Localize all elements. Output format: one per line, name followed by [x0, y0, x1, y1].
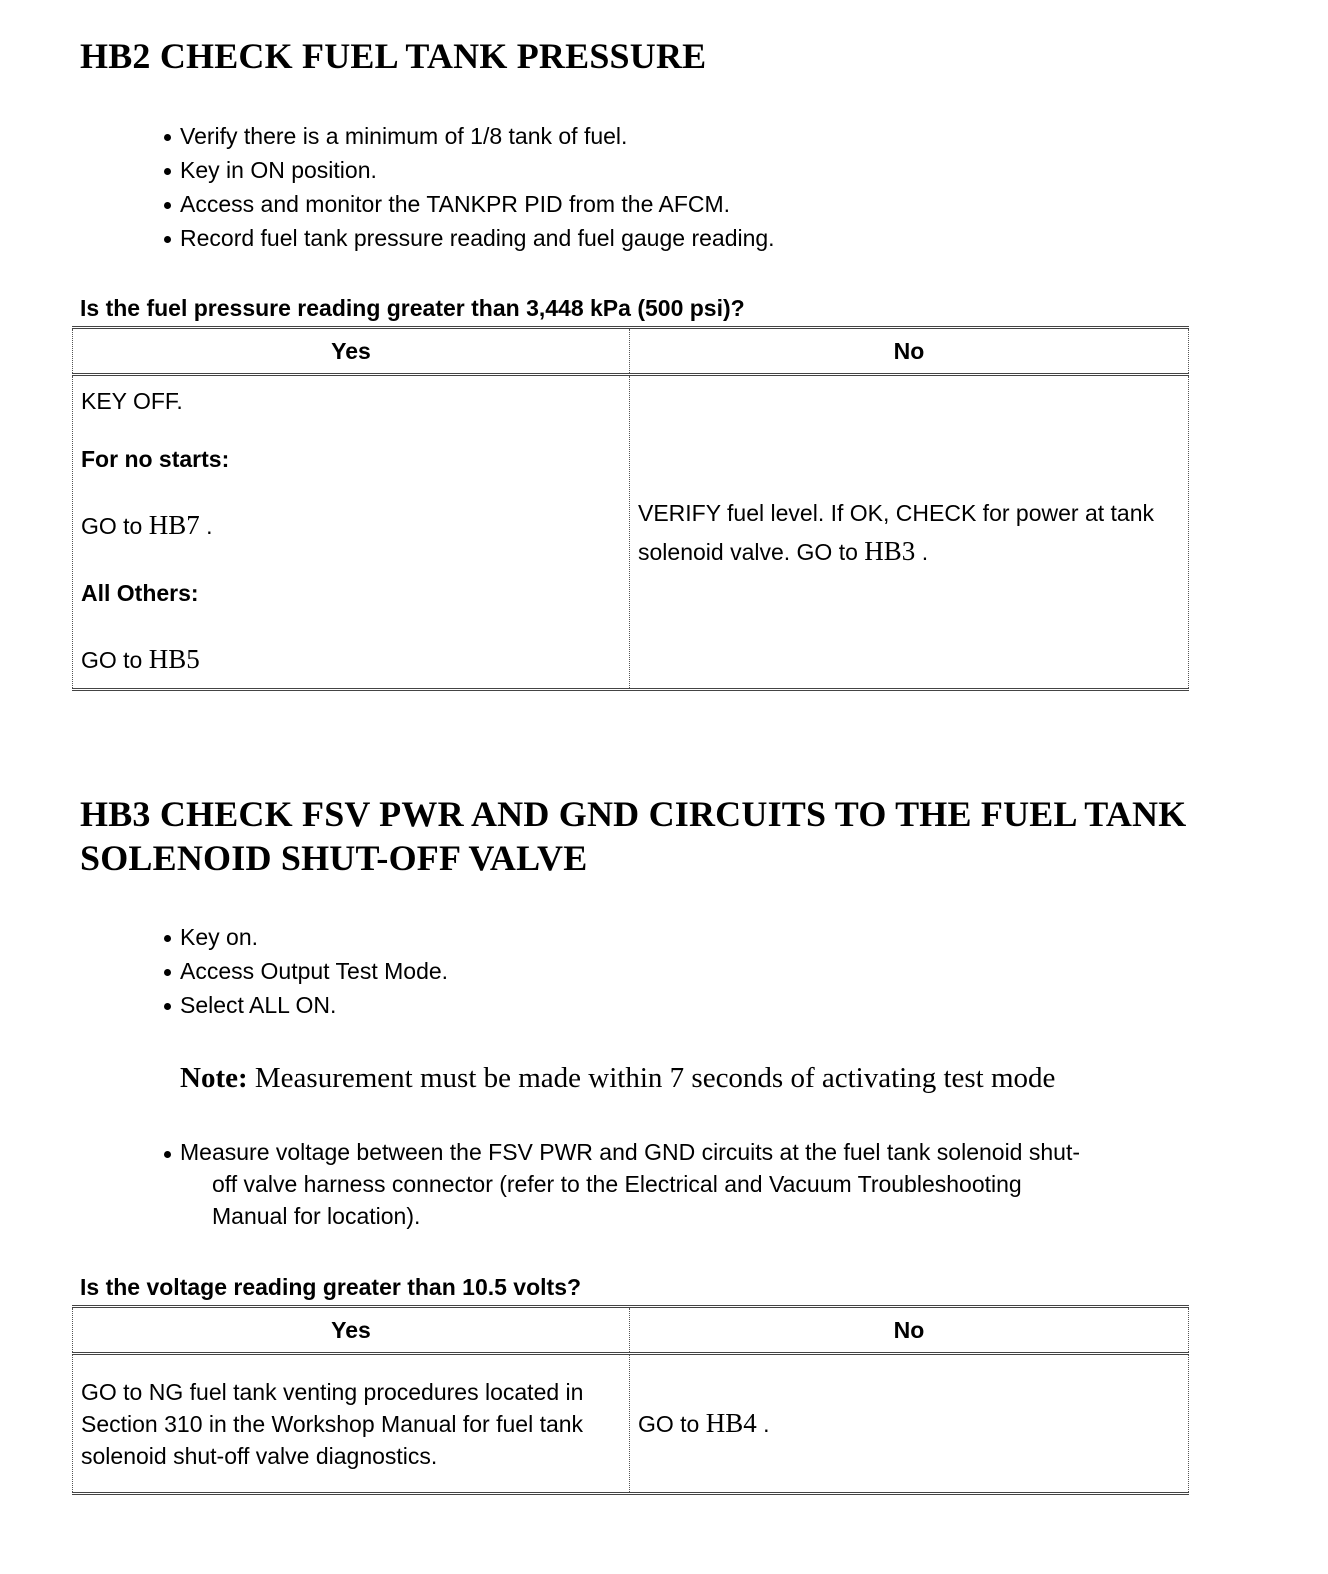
hb3-decision — [80, 1273, 1280, 1513]
hb2-goto-suffix-1: . — [199, 513, 213, 539]
hb3-no-header: No — [630, 1307, 1189, 1354]
hb2-goto-prefix-2: GO to — [81, 647, 149, 673]
hb3-note — [180, 1060, 1055, 1096]
hb3-yes-header: Yes — [73, 1307, 630, 1354]
hb3-note-text: Measurement must be made within 7 seconds of activating test mode — [247, 1062, 1056, 1094]
hb2-goto-prefix-1: GO to — [81, 513, 149, 539]
hb2-no-starts-label: For no starts: — [81, 446, 230, 472]
hb3-measure-step — [162, 1136, 1282, 1232]
hb3-title-line-1: HB3 CHECK FSV PWR AND GND CIRCUITS TO THE FUEL TANK — [80, 794, 1187, 834]
hb3-steps-list — [162, 920, 1262, 1022]
hb3-no-suffix: . — [756, 1410, 770, 1437]
hb2-link-hb3[interactable]: HB3 — [864, 535, 916, 566]
hb2-step: Access and monitor the TANKPR PID from the AFCM. — [162, 187, 1262, 221]
hb3-measure-line-3: Manual for location). — [212, 1203, 421, 1229]
hb3-note-label: Note: — [180, 1062, 248, 1094]
hb2-goto-line-2 — [81, 626, 621, 688]
hb2-all-others-label: All Others: — [81, 580, 199, 606]
hb3-no-prefix: GO to — [638, 1410, 706, 1437]
hb2-link-hb7[interactable]: HB7 — [148, 510, 200, 540]
hb2-steps-list — [162, 119, 1262, 255]
hb2-no-text: VERIFY fuel level. If OK, CHECK for power at tank solenoid valve. GO to — [638, 499, 1154, 565]
hb2-decision — [80, 294, 1280, 704]
hb2-goto-line-1 — [81, 492, 621, 560]
hb2-key-off: KEY OFF. — [81, 388, 183, 414]
hb2-no-header: No — [630, 328, 1189, 375]
hb3-section — [80, 792, 1280, 880]
hb2-link-hb5[interactable]: HB5 — [148, 644, 200, 674]
hb3-measure-line-2: off valve harness connector (refer to the Electrical and Vacuum Troubleshooting — [212, 1171, 1022, 1197]
hb3-measure-list — [162, 1136, 1282, 1232]
hb2-title: HB2 CHECK FUEL TANK PRESSURE — [80, 36, 707, 76]
hb3-yes-text: GO to NG fuel tank venting procedures located in Section 310 in the Workshop Manual for fuel tank solenoid shut-off valve diagnostics. — [81, 1378, 584, 1469]
hb3-step: Access Output Test Mode. — [162, 954, 1262, 988]
hb2-yes-cell — [73, 375, 630, 690]
hb2-no-cell — [630, 375, 1189, 690]
hb3-title — [80, 792, 1280, 880]
hb3-link-hb4[interactable]: HB4 — [705, 1407, 757, 1438]
hb2-question: Is the fuel pressure reading greater than 3,448 kPa (500 psi)? — [80, 295, 745, 321]
hb2-section — [80, 34, 1280, 78]
hb2-step: Record fuel tank pressure reading and fuel gauge reading. — [162, 221, 1262, 255]
hb3-measure-line-1: Measure voltage between the FSV PWR and GND circuits at the fuel tank solenoid shut- — [180, 1139, 1080, 1165]
hb3-step: Key on. — [162, 920, 1262, 954]
hb2-yes-header: Yes — [73, 328, 630, 375]
hb3-decision-table — [72, 1305, 1189, 1495]
hb3-yes-cell — [73, 1354, 630, 1494]
hb3-step: Select ALL ON. — [162, 988, 1262, 1022]
hb2-no-suffix: . — [915, 538, 929, 565]
hb3-title-line-2: SOLENOID SHUT-OFF VALVE — [80, 838, 588, 878]
hb3-no-cell — [630, 1354, 1189, 1494]
hb2-decision-table — [72, 326, 1189, 691]
hb3-question: Is the voltage reading greater than 10.5 volts? — [80, 1274, 582, 1300]
hb2-step: Key in ON position. — [162, 153, 1262, 187]
hb2-step: Verify there is a minimum of 1/8 tank of fuel. — [162, 119, 1262, 153]
